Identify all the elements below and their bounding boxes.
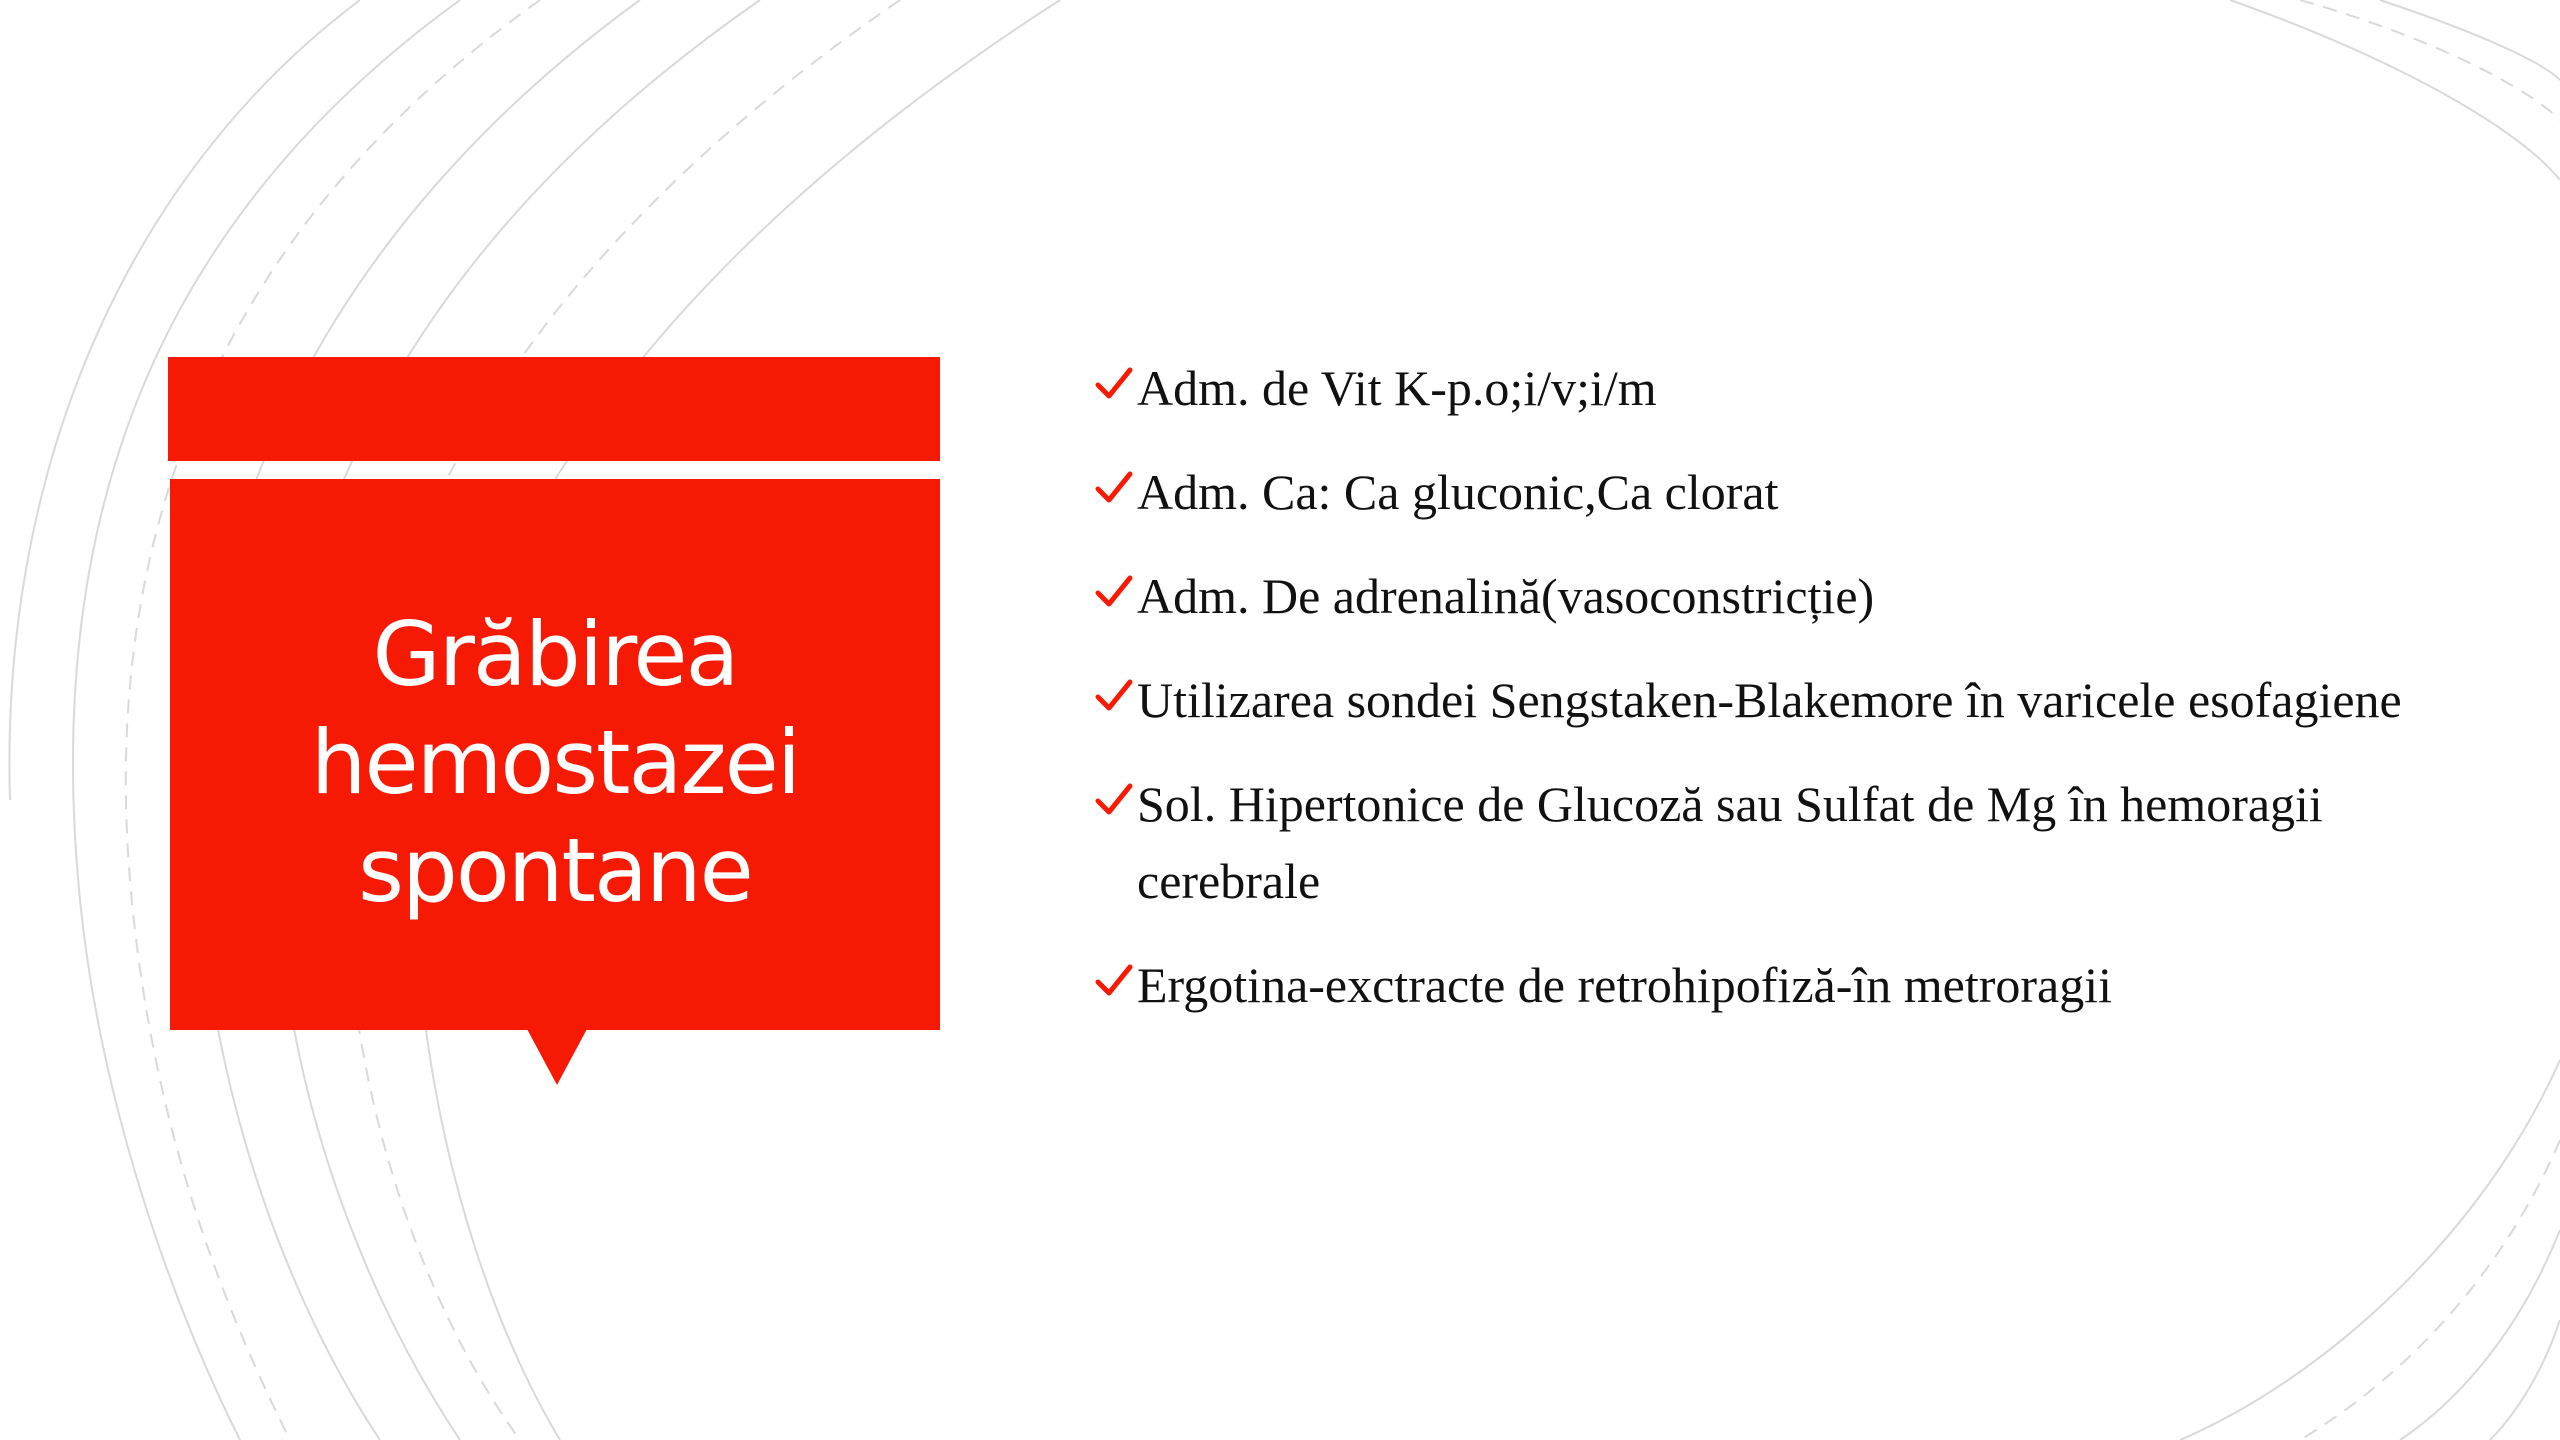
bullet-list [1095,350,2425,1051]
checkmark-icon [1095,350,1137,406]
slide-title-line: spontane [358,818,752,922]
bullet-item [1095,766,2425,920]
checkmark-icon [1095,947,1137,1003]
slide-title-line: Grăbirea [372,602,738,706]
bullet-text: Adm. Ca: Ca gluconic,Ca clorat [1137,464,1779,520]
slide-title-line: hemostazei [310,710,800,814]
callout-pointer [527,1029,587,1085]
checkmark-icon [1095,766,1137,822]
bullet-text: Adm. De adrenalină(vasoconstricție) [1137,568,1875,624]
bullet-item [1095,947,2425,1024]
checkmark-icon [1095,454,1137,510]
bullet-item [1095,350,2425,427]
slide-title [311,601,800,925]
bullet-item [1095,662,2425,739]
checkmark-icon [1095,558,1137,614]
bullet-item [1095,454,2425,531]
title-accent-bar [168,357,940,461]
bullet-text: Utilizarea sondei Sengstaken-Blakemore în varicele esofagiene [1137,672,2402,728]
title-box [170,479,940,1030]
bullet-item [1095,558,2425,635]
bullet-text: Ergotina-exctracte de retrohipofiză-în metroragii [1137,957,2112,1013]
bullet-text: Adm. de Vit K-p.o;i/v;i/m [1137,360,1657,416]
checkmark-icon [1095,662,1137,718]
bullet-text: Sol. Hipertonice de Glucoză sau Sulfat de Mg în hemoragii cerebrale [1137,776,2323,909]
